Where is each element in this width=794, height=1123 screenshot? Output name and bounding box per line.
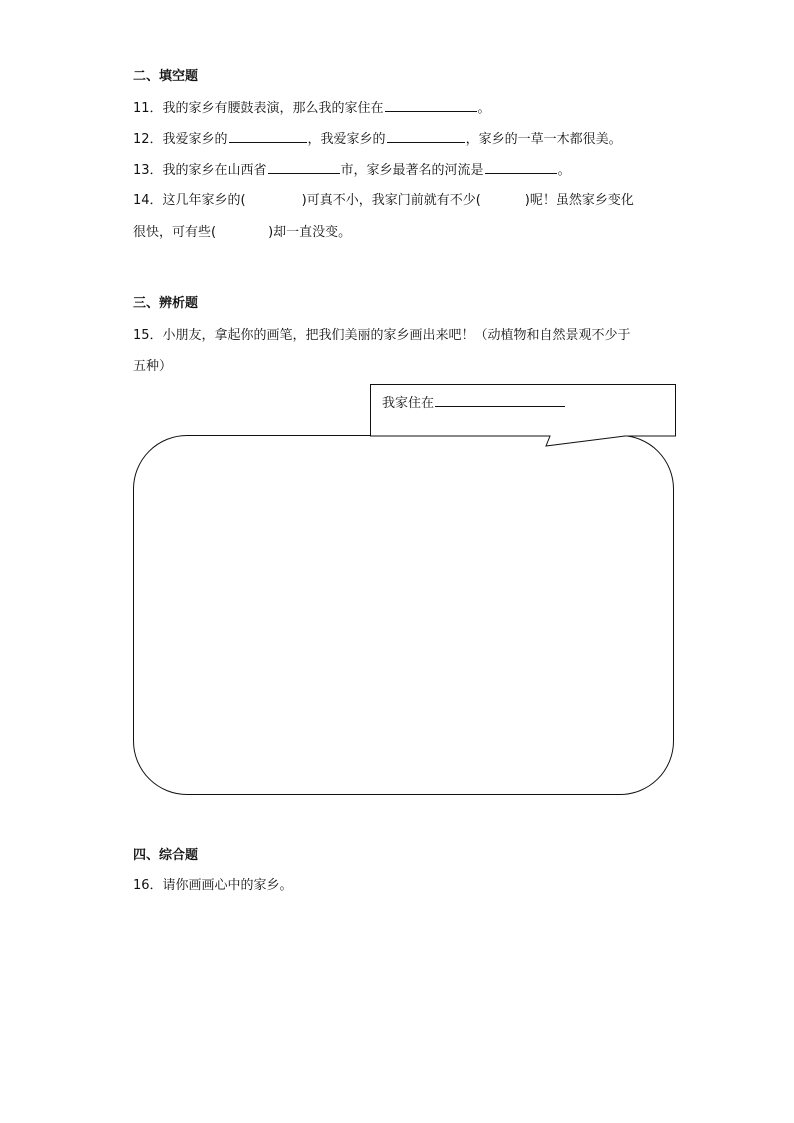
speech-bubble-callout — [370, 384, 676, 448]
q13-answer-blank-1[interactable] — [268, 160, 340, 174]
q14-text-4: 很快，可有些( — [133, 225, 217, 240]
section-3-heading: 三、辨析题 — [133, 296, 199, 311]
q14-text-3: )呢！虽然家乡变化 — [524, 193, 634, 208]
q14-text-2: )可真不小，我家门前就有不少( — [301, 193, 481, 208]
q11-answer-blank[interactable] — [385, 98, 477, 112]
question-14-line-1 — [133, 192, 634, 210]
q11-suffix: 。 — [477, 101, 491, 116]
callout-text — [382, 392, 566, 411]
question-12 — [133, 129, 622, 149]
q14-text-1: 14．这几年家乡的( — [133, 193, 246, 208]
drawing-area-frame[interactable] — [133, 435, 674, 795]
q12-answer-blank-2[interactable] — [387, 129, 465, 143]
q12-text-2: ，我爱家乡的 — [307, 132, 386, 147]
q12-text-3: ，家乡的一草一木都很美。 — [465, 132, 622, 147]
q12-text-1: 12．我爱家乡的 — [133, 132, 228, 147]
q13-answer-blank-2[interactable] — [485, 160, 557, 174]
question-15-line-2: 五种） — [133, 359, 173, 374]
q13-text-1: 13．我的家乡在山西省 — [133, 163, 267, 178]
question-15-line-1: 15．小朋友，拿起你的画笔，把我们美丽的家乡画出来吧！（动植物和自然景观不少于 — [133, 328, 631, 343]
q13-text-3: 。 — [557, 163, 571, 178]
callout-answer-blank[interactable] — [435, 393, 565, 407]
question-13 — [133, 160, 571, 180]
section-4-heading: 四、综合题 — [133, 848, 199, 863]
q11-text: 11．我的家乡有腰鼓表演，那么我的家住在 — [133, 101, 384, 116]
q13-text-2: 市，家乡最著名的河流是 — [340, 163, 484, 178]
q14-text-5: )却一直没变。 — [268, 225, 352, 240]
callout-label: 我家住在 — [382, 396, 435, 411]
section-2-heading: 二、填空题 — [133, 69, 199, 84]
question-14-line-2 — [133, 224, 351, 242]
question-16: 16．请你画画心中的家乡。 — [133, 878, 293, 893]
q12-answer-blank-1[interactable] — [229, 129, 307, 143]
question-11 — [133, 98, 491, 118]
